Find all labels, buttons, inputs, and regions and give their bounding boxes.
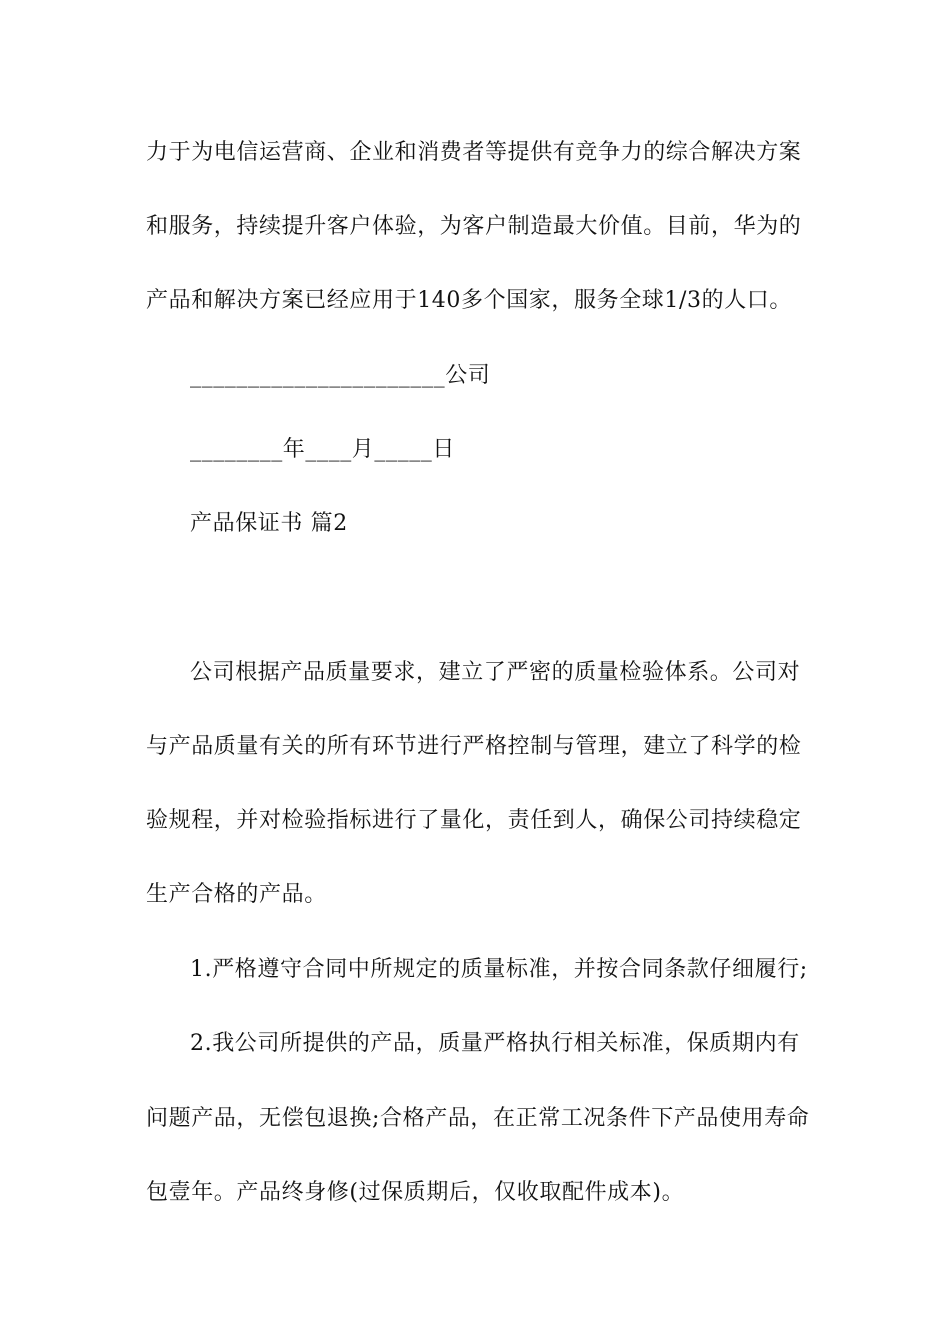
paragraph-line: 和服务，持续提升客户体验，为客户制造最大价值。目前，华为的: [146, 214, 802, 239]
paragraph-line: 生产合格的产品。: [146, 882, 327, 907]
paragraph-line: 与产品质量有关的所有环节进行严格控制与管理，建立了科学的检: [146, 734, 802, 759]
list-item-1: 1.严格遵守合同中所规定的质量标准，并按合同条款仔细履行;: [190, 957, 808, 982]
date-signature-line: ________年____月_____日: [190, 437, 456, 462]
paragraph-line: 力于为电信运营商、企业和消费者等提供有竞争力的综合解决方案: [146, 140, 802, 165]
section-heading: 产品保证书 篇2: [190, 511, 348, 536]
paragraph-line: 包壹年。产品终身修(过保质期后，仅收取配件成本)。: [146, 1180, 685, 1205]
company-signature-line: ______________________公司: [190, 363, 491, 388]
list-item-2: 2.我公司所提供的产品，质量严格执行相关标准，保质期内有: [190, 1031, 800, 1056]
paragraph-line: 产品和解决方案已经应用于140多个国家，服务全球1/3的人口。: [146, 288, 792, 313]
paragraph-line: 公司根据产品质量要求，建立了严密的质量检验体系。公司对: [190, 660, 801, 685]
paragraph-line: 验规程，并对检验指标进行了量化，责任到人，确保公司持续稳定: [146, 808, 802, 833]
paragraph-line: 问题产品，无偿包退换;合格产品，在正常工况条件下产品使用寿命: [146, 1106, 810, 1131]
